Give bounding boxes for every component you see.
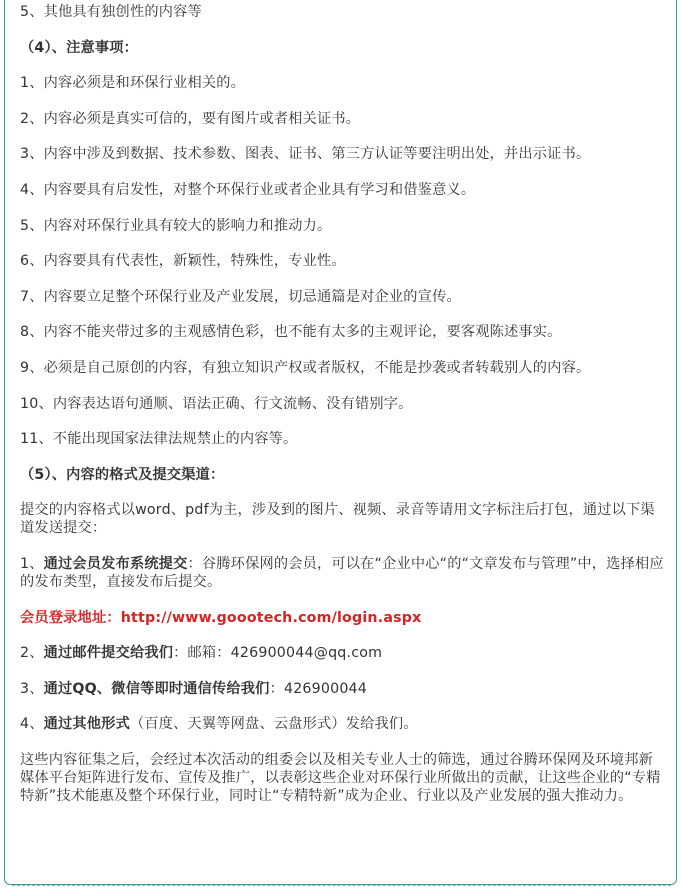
channel-1-number: 1、: [20, 555, 44, 572]
channel-item-2: [20, 644, 664, 662]
channel-3-title: 通过QQ、微信等即时通信传给我们: [43, 680, 270, 697]
member-login-link[interactable]: 会员登录地址：http://www.goootech.com/login.aspx: [20, 609, 422, 626]
channel-item-4: [20, 715, 664, 733]
note-item-6: 6、内容要具有代表性，新颖性，特殊性，专业性。: [20, 253, 346, 270]
channel-4-text: （百度、天翼等网盘、云盘形式）发给我们。: [129, 716, 418, 733]
closing-paragraph: 这些内容征集之后，会经过本次活动的组委会以及相关专业人士的筛选，通过谷腾环保网及环境邦新媒体平台矩阵进行发布、宣传及推广，以表彰这些企业对环保行业所做出的贡献，让这些企业的“专精特新”技术能惠及整个环保行业，同时让“专精特新”成为企业、行业以及产业发展的强大推动力。: [20, 751, 661, 804]
bottom-divider: [12, 885, 671, 886]
format-intro: 提交的内容格式以word、pdf为主，涉及到的图片、视频、录音等请用文字标注后打包，通过以下渠道发送提交：: [20, 502, 655, 537]
note-item-9: 9、必须是自己原创的内容，有独立知识产权或者版权，不能是抄袭或者转载别人的内容。: [20, 359, 591, 376]
note-item-1: 1、内容必须是和环保行业相关的。: [20, 75, 246, 92]
section-heading-notes: （4）、注意事项：: [20, 39, 139, 56]
channel-3-text: ：426900044: [269, 680, 368, 697]
note-item-4: 4、内容要具有启发性，对整个环保行业或者企业具有学习和借鉴意义。: [20, 181, 476, 198]
note-item-11: 11、不能出现国家法律法规禁止的内容等。: [20, 431, 298, 448]
section-heading-format: （5）、内容的格式及提交渠道：: [20, 466, 225, 483]
note-item-5: 5、内容对环保行业具有较大的影响力和推动力。: [20, 217, 332, 234]
channel-1-title: 通过会员发布系统提交: [43, 555, 188, 572]
note-item-10: 10、内容表达语句通顺、语法正确、行文流畅、没有错别字。: [20, 395, 413, 412]
note-item-8: 8、内容不能夹带过多的主观感情色彩，也不能有太多的主观评论，要客观陈述事实。: [20, 324, 562, 341]
channel-4-title: 通过其他形式: [43, 716, 130, 733]
note-item-7: 7、内容要立足整个环保行业及产业发展，切忌通篇是对企业的宣传。: [20, 288, 461, 305]
note-item-3: 3、内容中涉及到数据、技术参数、图表、证书、第三方认证等要注明出处，并出示证书。: [20, 146, 591, 163]
note-item-2: 2、内容必须是真实可信的，要有图片或者相关证书。: [20, 110, 361, 127]
channel-3-number: 3、: [20, 680, 44, 697]
channel-item-1: [20, 555, 664, 591]
item-other-original: 5、其他具有独创性的内容等: [20, 4, 202, 20]
channel-1-text: ：谷腾环保网的会员，可以在“企业中心“的“文章发布与管理”中，选择相应的发布类型，直接发布后提交。: [20, 555, 664, 590]
channel-item-3: [20, 680, 664, 698]
channel-4-number: 4、: [20, 716, 44, 733]
article-body: [20, 3, 664, 805]
channel-2-text: ：邮箱：426900044@qq.com: [173, 645, 383, 662]
channel-2-title: 通过邮件提交给我们: [43, 645, 174, 662]
channel-2-number: 2、: [20, 645, 44, 662]
